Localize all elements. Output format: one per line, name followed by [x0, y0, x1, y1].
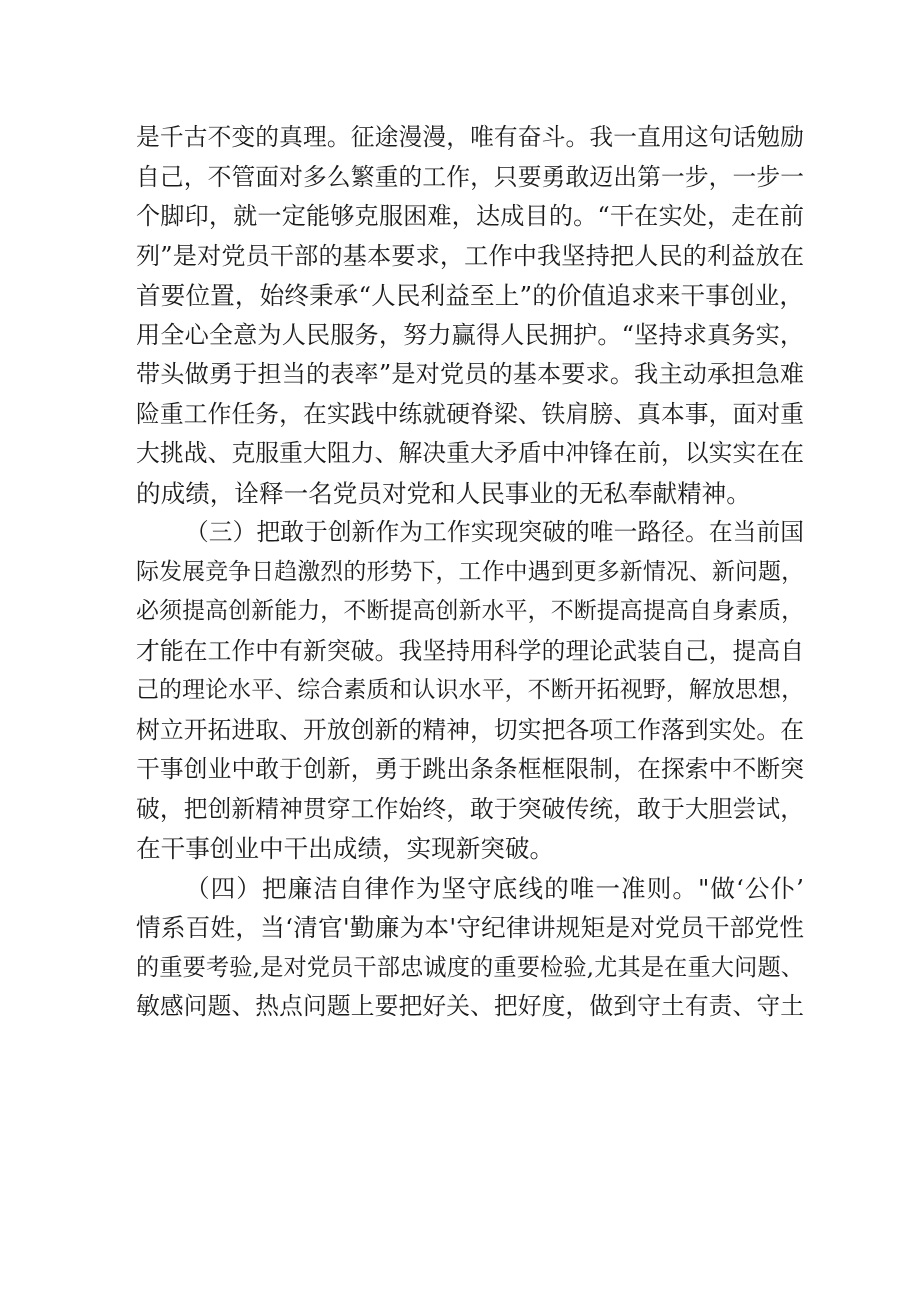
- text-line: 是千古不变的真理。征途漫漫，唯有奋斗。我一直用这句话勉励: [136, 123, 804, 151]
- text-line: 带头做勇于担当的表率”是对党员的基本要求。我主动承担急难: [136, 360, 804, 388]
- text-line: 己的理论水平、综合素质和认识水平，不断开拓视野，解放思想，: [136, 677, 804, 703]
- text-line: 干事创业中敢于创新，勇于跳出条条框框限制，在探索中不断突: [136, 755, 804, 783]
- text-line: 险重工作任务，在实践中练就硬脊梁、铁肩膀、真本事，面对重: [136, 399, 804, 428]
- text-line: 首要位置，始终秉承“人民利益至上”的价值追求来干事创业，: [136, 281, 804, 310]
- text-line: 大挑战、克服重大阻力、解决重大矛盾中冲锋在前，以实实在在: [136, 439, 804, 467]
- text-line: 个脚印，就一定能够克服困难，达成目的。“干在实处，走在前: [136, 202, 804, 230]
- section-heading-line: （三）把敢于创新作为工作实现突破的唯一路径。在当前国: [185, 518, 804, 546]
- text-line: 必须提高创新能力，不断提高创新水平，不断提高提高自身素质，: [136, 598, 804, 624]
- text-line: 树立开拓进取、开放创新的精神，切实把各项工作落到实处。在: [136, 715, 804, 744]
- text-line: 情系百姓，当‘清官'勤廉为本'守纪律讲规矩是对党员干部党性: [136, 913, 804, 942]
- text-line: 破，把创新精神贯穿工作始终，敢于突破传统，敢于大胆尝试，: [136, 794, 804, 823]
- text-line: 际发展竞争日趋激烈的形势下，工作中遇到更多新情况、新问题，: [136, 558, 804, 585]
- text-line: 的成绩，诠释一名党员对党和人民事业的无私奉献精神。: [136, 478, 751, 508]
- text-line: 敏感问题、热点问题上要把好关、把好度，做到守土有责、守土: [136, 992, 804, 1020]
- text-line: 才能在工作中有新突破。我坚持用科学的理论武装自己，提高自: [136, 636, 804, 665]
- document-body: [136, 118, 804, 1027]
- text-line: 在干事创业中干出成绩，实现新突破。: [136, 834, 555, 863]
- text-line: 列”是对党员干部的基本要求，工作中我坚持把人民的利益放在: [136, 241, 804, 270]
- text-line: 的重要考验,是对党员干部忠诚度的重要检验,尤其是在重大问题、: [136, 953, 804, 981]
- text-line: 自己，不管面对多么繁重的工作，只要勇敢迈出第一步，一步一: [136, 162, 804, 191]
- text-line: 用全心全意为人民服务，努力赢得人民拥护。“坚持求真务实，: [136, 320, 804, 349]
- section-heading-line: （四）把廉洁自律作为坚守底线的唯一准则。"做‘公仆’: [185, 873, 804, 903]
